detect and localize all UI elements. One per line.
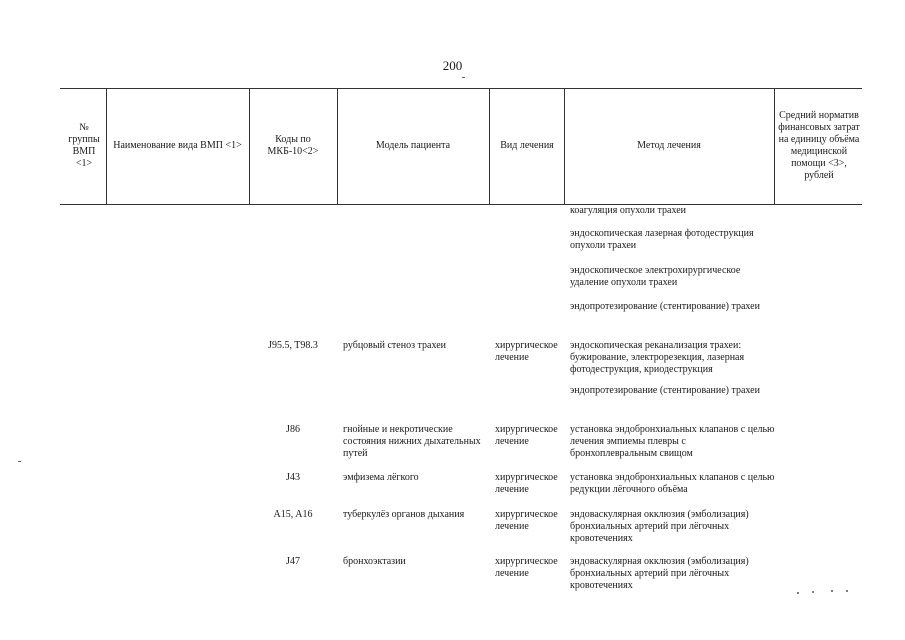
table-row-method: эндопротезирование (стентирование) трахеи: [570, 301, 760, 312]
header-avg-cost: Средний норматив финансовых затрат на единицу объёма медицинской помощи <3>, рублей: [778, 110, 860, 181]
header-divider-1: [106, 88, 107, 204]
header-divider-3: [337, 88, 338, 204]
table-row-treatment-type: хирургическое лечение: [495, 472, 558, 495]
table-row-patient-model: туберкулёз органов дыхания: [343, 509, 465, 520]
table-row-method: установка эндобронхиальных клапанов с целью редукции лёгочного объёма: [570, 472, 775, 495]
table-row-patient-model: гнойные и некротические состояния нижних дыхательных путей: [343, 424, 481, 459]
table-row-treatment-type: хирургическое лечение: [495, 424, 558, 447]
table-row-method: эндоскопическая лазерная фотодеструкция опухоли трахеи: [570, 228, 754, 251]
table-row-codes: J47: [286, 556, 300, 567]
header-divider-6: [774, 88, 775, 204]
table-row-method: эндоскопическая реканализация трахеи: бужирование, электрорезекция, лазерная фотодеструкция, криодеструкция: [570, 340, 745, 375]
table-row-method: установка эндобронхиальных клапанов с целью лечения эмпиемы плевры с бронхоплевральным свищом: [570, 424, 775, 459]
header-treatment-type: Вид лечения: [500, 140, 554, 151]
page-number: 200: [442, 58, 463, 73]
header-group-no: № группы ВМП <1>: [68, 122, 100, 169]
header-icd-codes: Коды по МКБ-10<2>: [267, 134, 319, 157]
table-row-patient-model: бронхоэктазии: [343, 556, 406, 567]
table-row-method: эндопротезирование (стентирование) трахеи: [570, 385, 760, 396]
scan-speck: [846, 590, 848, 592]
table-row-patient-model: эмфизема лёгкого: [343, 472, 419, 483]
header-divider-5: [564, 88, 565, 204]
header-vmp-name: Наименование вида ВМП <1>: [113, 140, 242, 151]
table-row-treatment-type: хирургическое лечение: [495, 340, 558, 363]
header-patient-model: Модель пациента: [375, 140, 451, 151]
table-row-method: эндоваскулярная окклюзия (эмболизация) бронхиальных артерий при лёгочных кровотечениях: [570, 556, 749, 591]
table-row-method: коагуляция опухоли трахеи: [570, 205, 686, 216]
table-row-method: эндоскопическое электрохирургическое удаление опухоли трахеи: [570, 265, 741, 288]
scan-speck: [18, 461, 21, 462]
scan-speck: [797, 592, 799, 594]
table-row-codes: J86: [286, 424, 300, 435]
table-row-treatment-type: хирургическое лечение: [495, 509, 558, 532]
table-row-codes: J43: [286, 472, 300, 483]
table-row-method: эндоваскулярная окклюзия (эмболизация) бронхиальных артерий при лёгочных кровотечениях: [570, 509, 749, 544]
scan-speck: [812, 591, 814, 593]
table-row-codes: A15, A16: [273, 509, 313, 520]
table-row-treatment-type: хирургическое лечение: [495, 556, 558, 579]
scan-speck: [831, 590, 833, 592]
table-row-codes: J95.5, T98.3: [268, 340, 318, 351]
header-treatment-method: Метод лечения: [637, 140, 701, 151]
scan-speck: [462, 77, 465, 78]
table-row-patient-model: рубцовый стеноз трахеи: [343, 340, 446, 351]
header-divider-4: [489, 88, 490, 204]
header-divider-2: [249, 88, 250, 204]
